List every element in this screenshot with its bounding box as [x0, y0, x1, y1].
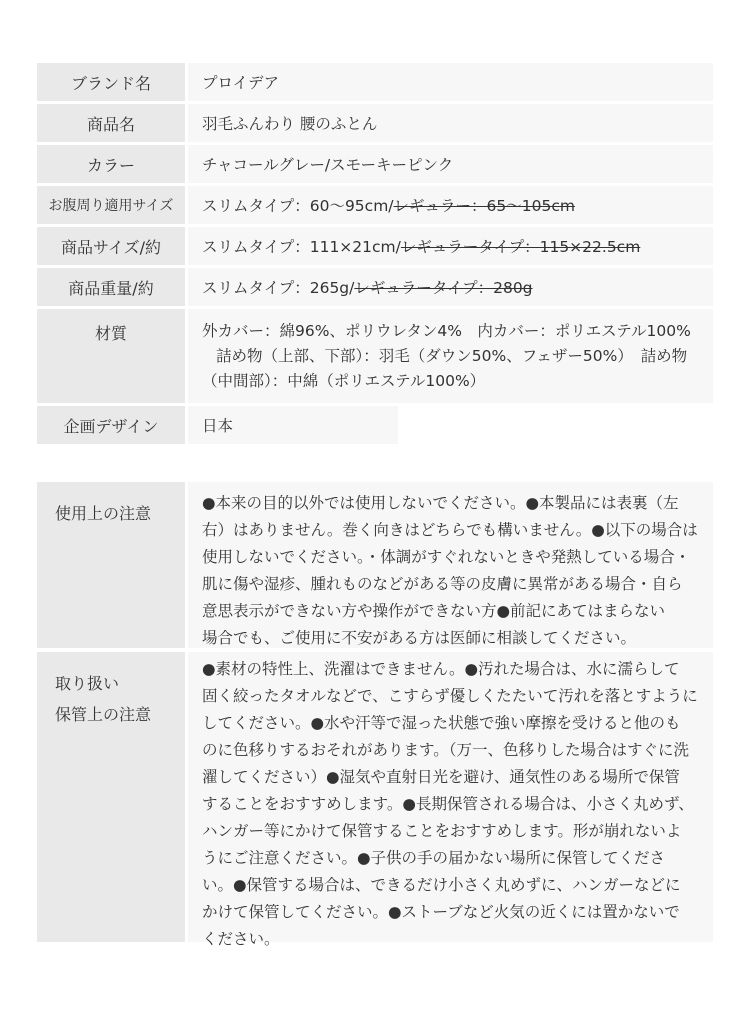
care-label-line: 取り扱い	[55, 674, 120, 693]
product-label: 商品名	[37, 104, 185, 142]
usage-line: 場合でも、ご使用に不安がある方は医師に相談してください。	[202, 629, 637, 647]
material-line: 外カバー：綿96%、ポリウレタン4% 内カバー：ポリエステル100%	[202, 322, 691, 340]
spec-table	[37, 63, 713, 447]
material-value	[188, 309, 713, 403]
usage-line: 意思表示ができない方や操作ができない方●前記にあてはまらない	[202, 602, 666, 620]
waist-value-regular: レギュラー：65〜105cm	[393, 197, 575, 215]
care-label	[37, 652, 185, 942]
usage-line: 使用しないでください。・体調がすぐれないときや発熱している場合・	[202, 548, 691, 566]
note-row-care	[37, 652, 713, 948]
waist-value-slim: スリムタイプ：60〜95cm/	[202, 197, 394, 215]
spec-row-product	[37, 104, 713, 142]
spec-row-weight	[37, 268, 713, 306]
usage-text	[188, 482, 713, 648]
design-label: 企画デザイン	[37, 406, 185, 444]
care-line: のに色移りするおそれがあります。（万一、色移りした場合はすぐに洗	[202, 741, 690, 759]
brand-value: プロイデア	[188, 63, 713, 101]
size-value	[188, 227, 713, 265]
usage-line: ●本来の目的以外では使用しないでください。●本製品には表裏（左	[202, 494, 679, 512]
usage-line: 肌に傷や湿疹、腫れものなどがある等の皮膚に異常がある場合・自ら	[202, 575, 683, 593]
design-value: 日本	[188, 406, 398, 444]
size-label: 商品サイズ/約	[37, 227, 185, 265]
waist-value	[188, 186, 713, 224]
care-line: い。●保管する場合は、できるだけ小さく丸めずに、ハンガーなどに	[202, 876, 681, 894]
care-line: かけて保管してください。●ストーブなど火気の近くには置かないで	[202, 903, 680, 921]
weight-value-slim: スリムタイプ：265g/	[202, 279, 355, 297]
spec-row-waist	[37, 186, 713, 224]
care-line: してください。●水や汗等で湿った状態で強い摩擦を受けると他のも	[202, 714, 681, 732]
care-text	[188, 652, 713, 948]
size-value-slim: スリムタイプ：111×21cm/	[202, 238, 401, 256]
weight-value	[188, 268, 713, 306]
waist-label: お腹周り適用サイズ	[37, 186, 185, 224]
product-value: 羽毛ふんわり 腰のふとん	[188, 104, 713, 142]
usage-line: 右）はありません。巻く向きはどちらでも構いません。●以下の場合は	[202, 521, 698, 539]
usage-label: 使用上の注意	[37, 482, 185, 648]
spec-row-material	[37, 309, 713, 403]
size-value-regular: レギュラータイプ：115×22.5cm	[400, 238, 641, 256]
spec-row-brand	[37, 63, 713, 101]
weight-value-regular: レギュラータイプ：280g	[354, 279, 533, 297]
weight-label: 商品重量/約	[37, 268, 185, 306]
care-line: うにご注意ください。●子供の手の届かない場所に保管してくださ	[202, 849, 666, 867]
care-line: 固く絞ったタオルなどで、こすらず優しくたたいて汚れを落とすように	[202, 687, 698, 705]
notes-table	[37, 482, 713, 946]
spec-row-color	[37, 145, 713, 183]
material-line: （中間部）：中綿（ポリエステル100%）	[202, 372, 486, 390]
care-line: することをおすすめします。●長期保管される場合は、小さく丸めず、	[202, 795, 694, 813]
material-label: 材質	[37, 309, 185, 403]
color-value: チャコールグレー/スモーキーピンク	[188, 145, 713, 183]
material-line: 詰め物（上部、下部）：羽毛（ダウン50%、フェザー50%） 詰め物	[216, 347, 688, 365]
note-row-usage	[37, 482, 713, 648]
care-label-line: 保管上の注意	[55, 705, 152, 724]
color-label: カラー	[37, 145, 185, 183]
spec-row-design	[37, 406, 713, 444]
care-line: ください。	[202, 930, 280, 948]
care-line: ハンガー等にかけて保管することをおすすめします。形が崩れないよ	[202, 822, 682, 840]
care-line: 濯してください）●湿気や直射日光を避け、通気性のある場所で保管	[202, 768, 680, 786]
brand-label: ブランド名	[37, 63, 185, 101]
care-line: ●素材の特性上、洗濯はできません。●汚れた場合は、水に濡らして	[202, 660, 680, 678]
spec-row-size	[37, 227, 713, 265]
